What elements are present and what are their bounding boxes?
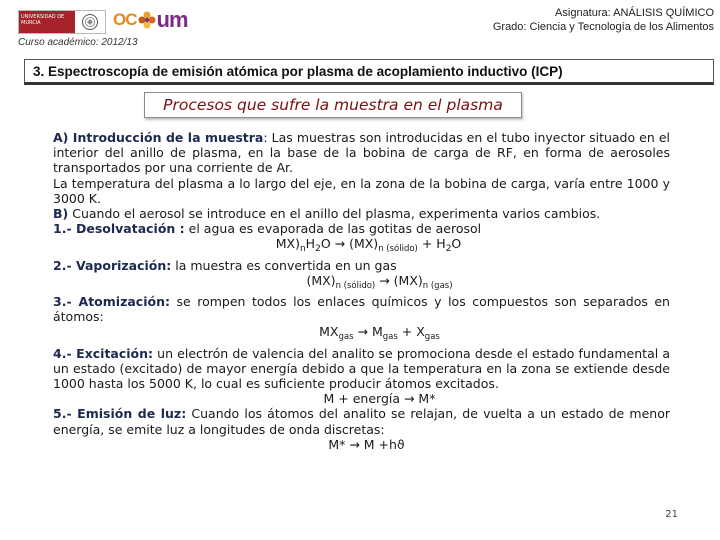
- course-info: [493, 6, 714, 34]
- page-number: 21: [665, 509, 678, 520]
- text-a: : Las muestras son introducidas en el tubo inyector situado en el interior del anillo de plasma, en la base de la bobina de carga de RF, en forma de aerosoles transportados por una corriente de Ar.: [53, 130, 670, 176]
- section-subtitle: Procesos que sufre la muestra en el plasma: [144, 92, 522, 118]
- step-2: [53, 258, 670, 273]
- formula-excitation: M + energía → M*: [323, 391, 436, 407]
- course-degree: Grado: Ciencia y Tecnología de los Alimentos: [492, 21, 714, 33]
- ocw-um-logo: [113, 8, 188, 32]
- academic-year: Curso académico: 2012/13: [18, 37, 138, 48]
- formula-emission: M* → M +hϑ: [328, 436, 405, 452]
- slide-title: 3. Espectroscopía de emisión atómica por plasma de acoplamiento inductivo (ICP): [24, 59, 714, 85]
- step-4-text: un electrón de valencia del analito se promociona desde el estado fundamental a un estado (excitado) de mayor energía debido a que la temperatura en la zona se extiende desde 1000 hasta los 5000 K, lo cual es suficiente producir átomos excitados.: [53, 345, 670, 392]
- step-1-heading: 1.- Desolvatación :: [53, 221, 185, 237]
- university-logo: [18, 10, 106, 34]
- step-4-heading: 4.- Excitación:: [53, 345, 154, 361]
- text-b: Cuando el aerosol se introduce en el anillo del plasma, experimenta varios cambios.: [68, 206, 601, 222]
- step-3-heading: 3.- Atomización:: [53, 294, 170, 310]
- ocw-logo-text: OC: [113, 10, 137, 29]
- step-5: [53, 406, 670, 436]
- step-2-heading: 2.- Vaporización:: [53, 257, 172, 273]
- university-logo-wordmark: UNIVERSIDAD DE MURCIA: [19, 11, 75, 33]
- course-subject: Asignatura: ANÁLISIS QUÍMICO: [555, 7, 714, 19]
- formula-atomization: $MX_{gas} \to M_{gas} + X_{gas}$: [319, 324, 440, 343]
- step-5-text: Cuando los átomos del analito se relajan, de vuelta a un estado de menor energía, se emite luz a longitudes de onda discretas:: [53, 406, 670, 437]
- formula-vaporization: $(MX)_{n (sólido)} \to (MX)_{n (gas)}$: [306, 272, 453, 291]
- step-1: [53, 221, 670, 236]
- step-1-text: el agua es evaporada de las gotitas de aerosol: [184, 221, 482, 237]
- step-3: [53, 294, 670, 324]
- um-logo-text: um: [156, 7, 188, 32]
- heading-a: A) Introducción de la muestra: [53, 130, 264, 145]
- step-2-text: la muestra es convertida en un gas: [171, 257, 397, 273]
- heading-b: B): [53, 206, 69, 222]
- step-4: [53, 346, 670, 392]
- step-5-heading: 5.- Emisión de luz:: [53, 406, 187, 422]
- paragraph-temperature: La temperatura del plasma a lo largo del eje, en la zona de la bobina de carga, varía entre 1000 y 3000 K.: [53, 175, 670, 206]
- university-seal-icon: [75, 11, 105, 33]
- paragraph-b: [53, 206, 670, 221]
- formula-desolvation: $MX)_nH_2O \to (MX)_{n (sólido)} + H_2O$: [275, 236, 462, 255]
- slide-body: [53, 130, 670, 452]
- step-3-text: se rompen todos los enlaces químicos y los compuestos son separados en átomos:: [53, 294, 670, 325]
- ocw-flower-icon: [138, 11, 156, 29]
- paragraph-a: [53, 130, 670, 176]
